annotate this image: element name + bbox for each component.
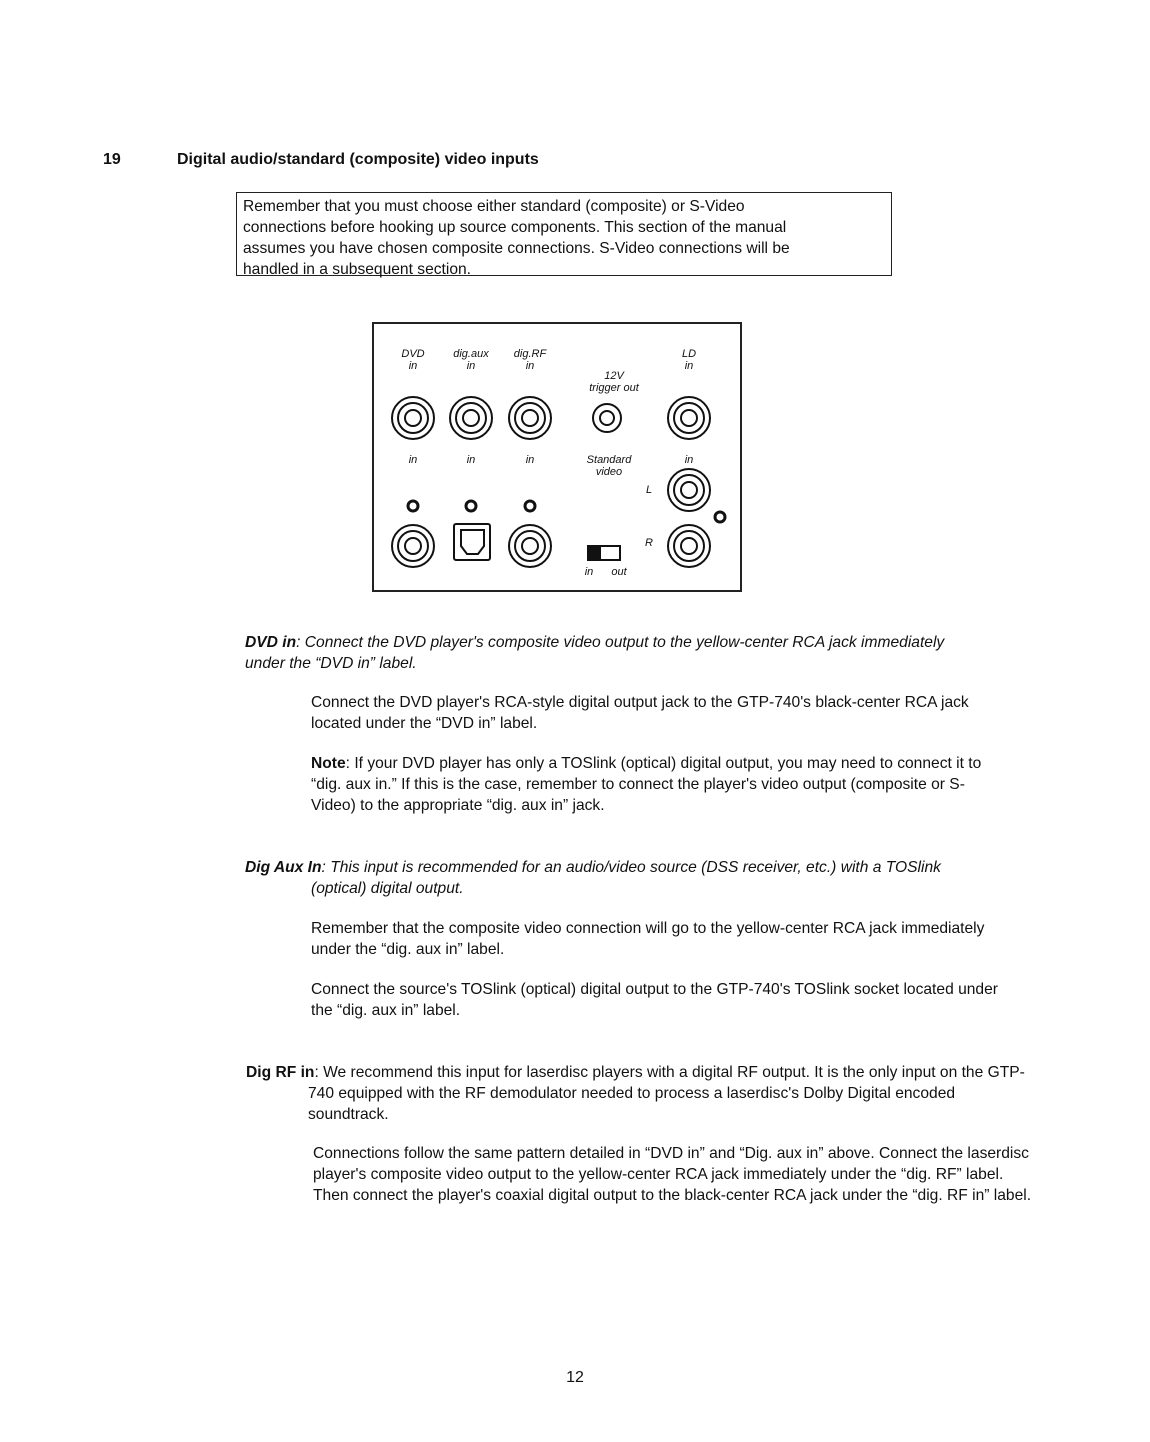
dig-aux-paragraph-2: Connect the source's TOSlink (optical) digital output to the GTP-740's TOSlink socket located under the “dig. aux in” label.: [311, 981, 998, 1019]
label-standard-video: Standard video: [586, 454, 632, 478]
dvd-in-paragraph: Connect the DVD player's RCA-style digital output jack to the GTP-740's black-center RCA jack located under the “DVD in” label.: [311, 694, 969, 732]
trigger-jack-icon: [593, 404, 621, 432]
label-switch-out: out: [611, 566, 627, 578]
dig-rf-lead: Dig RF in: [246, 1064, 315, 1081]
section-number: 19: [103, 151, 121, 168]
dvd-in-lead: DVD in: [245, 634, 297, 651]
dvd-in-intro: DVD in: Connect the DVD player's composite video output to the yellow-center RCA jack immediately under the “DVD in” label.: [245, 634, 945, 672]
rca-jack-icon: [668, 469, 710, 511]
label-left: L: [645, 484, 653, 496]
label-right: R: [645, 537, 653, 549]
rca-jack-icon: [392, 525, 434, 567]
rca-jack-icon: [450, 397, 492, 439]
section-title: Digital audio/standard (composite) video inputs: [177, 151, 539, 168]
label-dig-rf-in: dig.RF in: [513, 348, 547, 372]
label-in: in: [466, 454, 476, 466]
toslink-socket-icon: [454, 524, 490, 560]
rca-jack-icon: [392, 397, 434, 439]
notice-line: assumes you have chosen composite connections. S-Video connections will be: [243, 240, 790, 257]
dig-rf-paragraph: Connections follow the same pattern detailed in “DVD in” and “Dig. aux in” above. Connect the laserdisc player's composite video output to the yellow-center RCA jack immediately under the “dig. RF” label. Then connect the player's coaxial digital output to the black-center RCA jack under the “dig. RF in” label.: [313, 1145, 1032, 1204]
switch-icon: [588, 546, 620, 560]
rca-jack-icon: [509, 397, 551, 439]
rca-jack-icon: [668, 397, 710, 439]
label-ld-in: LD in: [681, 348, 697, 372]
label-in: in: [525, 454, 535, 466]
rear-panel-diagram: [372, 322, 742, 592]
dig-rf-intro: Dig RF in: We recommend this input for laserdisc players with a digital RF output. It is the only input on the GTP-740 equipped with the RF demodulator needed to process a laserdisc's Dolby Digital encoded soundtrack.: [246, 1064, 1025, 1123]
rca-jack-icon: [509, 525, 551, 567]
notice-line: connections before hooking up source components. This section of the manual: [243, 219, 787, 236]
dig-aux-lead: Dig Aux In: [245, 859, 322, 876]
notice-line: Remember that you must choose either standard (composite) or S-Video: [243, 198, 745, 215]
label-in: in: [408, 454, 418, 466]
label-dvd-in: DVD in: [401, 348, 425, 372]
rca-jack-icon: [668, 525, 710, 567]
dig-aux-paragraph-1: Remember that the composite video connection will go to the yellow-center RCA jack immediately under the “dig. aux in” label.: [311, 920, 985, 958]
label-in: in: [684, 454, 694, 466]
dig-aux-intro: Dig Aux In: This input is recommended for an audio/video source (DSS receiver, etc.) with a TOSlink (optical) digital output.: [245, 859, 941, 897]
page-number: 12: [566, 1369, 584, 1386]
label-dig-aux-in: dig.aux in: [453, 348, 489, 372]
notice-line: handled in a subsequent section.: [243, 261, 472, 278]
note-lead: Note: [311, 755, 346, 772]
label-switch-in: in: [584, 566, 594, 578]
dvd-in-note: Note: If your DVD player has only a TOSlink (optical) digital output, you may need to connect it to “dig. aux in.” If this is the case, remember to connect the player's video output (composite or S-Video) to the appropriate “dig. aux in” jack.: [311, 755, 982, 814]
label-12v-trigger: 12V trigger out: [589, 370, 639, 394]
notice-box: [236, 192, 892, 276]
